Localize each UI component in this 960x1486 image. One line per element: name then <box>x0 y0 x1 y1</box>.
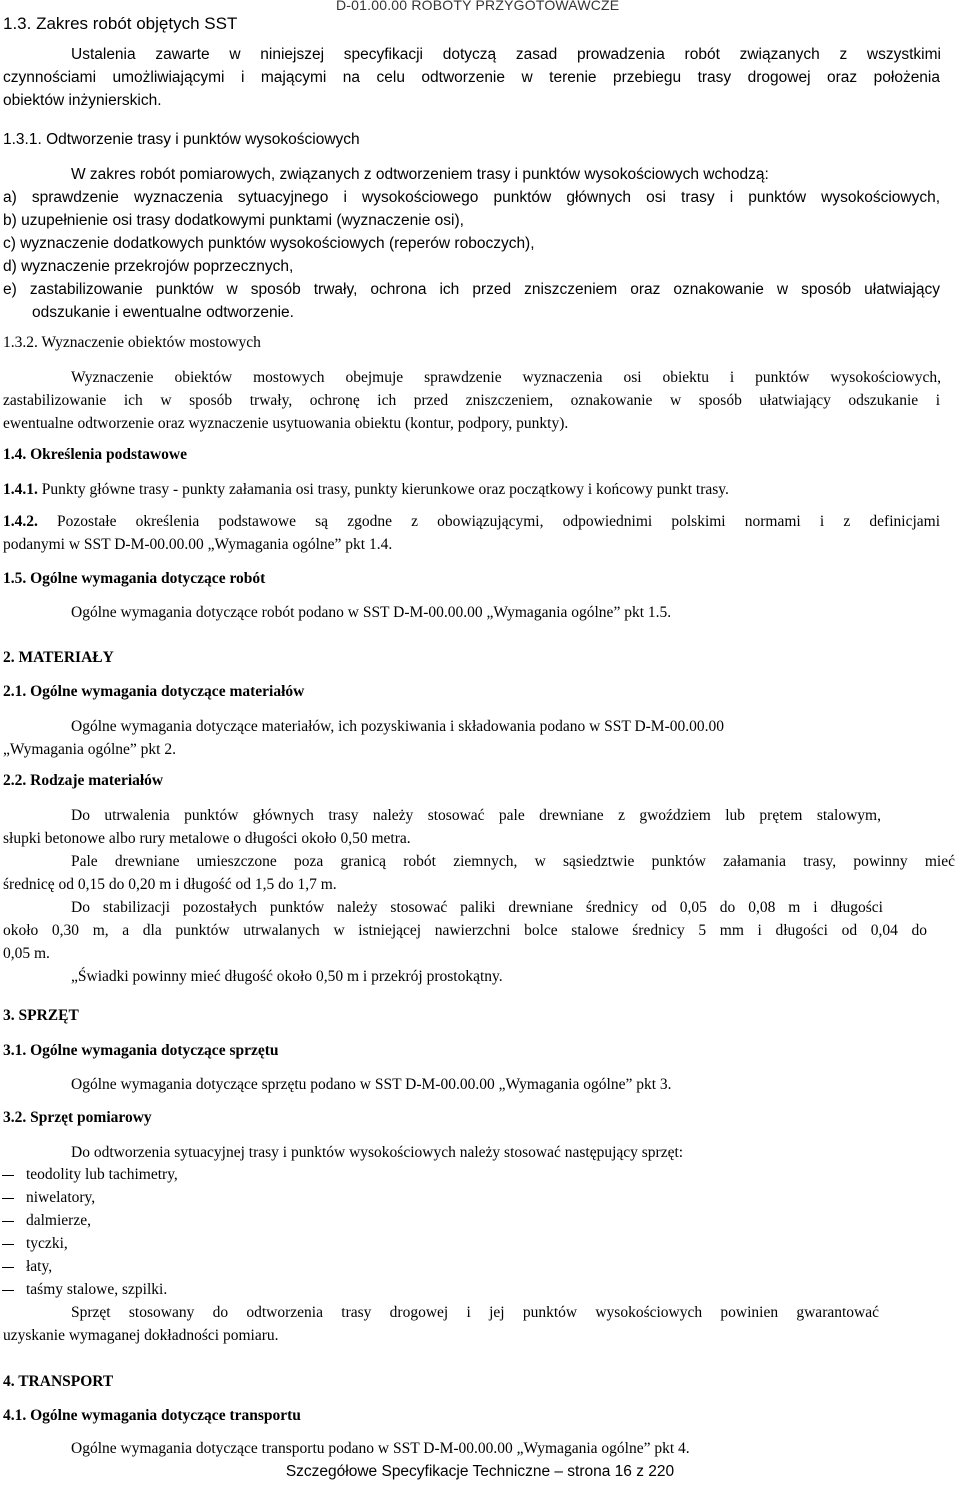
heading-2-1: 2.1. Ogólne wymagania dotyczące materiałów <box>3 683 305 700</box>
s22-line-3: Pale drewniane umieszczone poza granicą robót ziemnych, w sąsiedztwie punktów załamania trasy, powinny mieć <box>71 853 955 870</box>
heading-3: 3. SPRZĘT <box>3 1007 79 1024</box>
s22-line-7: 0,05 m. <box>3 945 50 962</box>
s131-item-e-line-2: odszukanie i ewentualne odtworzenie. <box>32 304 294 321</box>
equipment-list-item <box>2 1255 52 1278</box>
heading-3-1: 3.1. Ogólne wymagania dotyczące sprzętu <box>3 1042 279 1059</box>
s14-p1-text: Punkty główne trasy - punkty załamania osi trasy, punkty kierunkowe oraz początkowy i końcowy punkt trasy. <box>37 481 729 498</box>
equipment-item-text: teodolity lub tachimetry, <box>26 1166 178 1183</box>
intro-line-3: obiektów inżynierskich. <box>3 92 162 109</box>
dash-bullet-icon <box>2 1267 14 1268</box>
s21-line-2: „Wymagania ogólne” pkt 2. <box>3 741 176 758</box>
s132-line-2: zastabilizowanie ich w sposób trwały, ochronę ich przed zniszczeniem, oznakowanie w sposób ułatwiający odszukanie i <box>3 392 940 409</box>
s131-line-1: W zakres robót pomiarowych, związanych z odtworzeniem trasy i punktów wysokościowych wchodzą: <box>71 166 769 183</box>
s22-line-8: „Świadki powinny mieć długość około 0,50 m i przekrój prostokątny. <box>71 968 503 985</box>
equipment-item-text: tyczki, <box>26 1235 68 1252</box>
s14-p1-number: 1.4.1. <box>3 481 38 498</box>
s22-line-1: Do utrwalenia punktów głównych trasy należy stosować pale drewniane z gwoździem lub prętem stalowym, <box>71 807 881 824</box>
s22-line-5: Do stabilizacji pozostałych punktów należy stosować paliki drewniane średnicy od 0,05 do 0,08 m i długości <box>71 899 883 916</box>
s41-line-1: Ogólne wymagania dotyczące transportu podano w SST D-M-00.00.00 „Wymagania ogólne” pkt 4. <box>71 1440 690 1457</box>
s22-line-4: średnicę od 0,15 do 0,20 m i długość od 1,5 do 1,7 m. <box>3 876 337 893</box>
heading-1-3-2: 1.3.2. Wyznaczenie obiektów mostowych <box>3 334 261 351</box>
equipment-item-text: dalmierze, <box>26 1212 91 1229</box>
equipment-list-item <box>2 1186 95 1209</box>
equipment-item-text: taśmy stalowe, szpilki. <box>26 1281 168 1298</box>
s22-line-6: około 0,30 m, a dla punktów utrwalanych w istniejącej nawierzchni bolce stalowe średnicy 5 mm i długości od 0,04 do <box>3 922 927 939</box>
s31-line-1: Ogólne wymagania dotyczące sprzętu podano w SST D-M-00.00.00 „Wymagania ogólne” pkt 3. <box>71 1076 672 1093</box>
dash-bullet-icon <box>2 1244 14 1245</box>
heading-1-3-1: 1.3.1. Odtworzenie trasy i punktów wysokościowych <box>3 131 360 148</box>
equipment-item-text: łaty, <box>26 1258 53 1275</box>
heading-2: 2. MATERIAŁY <box>3 649 114 666</box>
s131-item-e-line-1: e) zastabilizowanie punktów w sposób trwały, ochrona ich przed zniszczeniem oraz oznakowanie w sposób ułatwiający <box>3 281 940 298</box>
s14-p2-number: 1.4.2. <box>3 513 38 530</box>
s14-p2-text: Pozostałe określenia podstawowe są zgodne z obowiązującymi, odpowiednimi polskimi normami i z definicjami <box>37 513 940 530</box>
s131-item-b: b) uzupełnienie osi trasy dodatkowymi punktami (wyznaczenie osi), <box>3 212 464 229</box>
equipment-item-text: niwelatory, <box>26 1189 96 1206</box>
page-footer: Szczegółowe Specyfikacje Techniczne – strona 16 z 220 <box>285 1463 675 1480</box>
dash-bullet-icon <box>2 1221 14 1222</box>
s14-paragraph-1 <box>3 478 729 501</box>
s14-paragraph-2-line-2: podanymi w SST D-M-00.00.00 „Wymagania ogólne” pkt 1.4. <box>3 536 393 553</box>
equipment-list-item <box>2 1163 178 1186</box>
document-code-header: D-01.00.00 ROBOTY PRZYGOTOWAWCZE <box>336 0 620 13</box>
s21-line-1: Ogólne wymagania dotyczące materiałów, ich pozyskiwania i składowania podano w SST D-M-00.00.00 <box>71 718 724 735</box>
s132-line-1: Wyznaczenie obiektów mostowych obejmuje sprawdzenie wyznaczenia osi obiektu i punktów wysokościowych, <box>71 369 941 386</box>
s32-line-1: Do odtworzenia sytuacyjnej trasy i punktów wysokościowych należy stosować następujący sprzęt: <box>71 1144 684 1161</box>
heading-4-1: 4.1. Ogólne wymagania dotyczące transportu <box>3 1407 301 1424</box>
s14-paragraph-2-line-1 <box>3 510 940 533</box>
dash-bullet-icon <box>2 1198 14 1199</box>
s131-item-d: d) wyznaczenie przekrojów poprzecznych, <box>3 258 294 275</box>
section-title-1-3: 1.3. Zakres robót objętych SST <box>3 14 238 33</box>
s22-line-2: słupki betonowe albo rury metalowe o długości około 0,50 metra. <box>3 830 411 847</box>
heading-3-2: 3.2. Sprzęt pomiarowy <box>3 1109 152 1126</box>
s32-line-3: uzyskanie wymaganej dokładności pomiaru. <box>3 1327 279 1344</box>
intro-line-1: Ustalenia zawarte w niniejszej specyfikacji dotyczą zasad prowadzenia robót związanych z wszystkimi <box>71 46 941 63</box>
heading-2-2: 2.2. Rodzaje materiałów <box>3 772 164 789</box>
s132-line-3: ewentualne odtworzenie oraz wyznaczenie usytuowania obiektu (kontur, podpory, punkty). <box>3 415 569 432</box>
equipment-list-item <box>2 1209 91 1232</box>
dash-bullet-icon <box>2 1175 14 1176</box>
equipment-list-item <box>2 1278 167 1301</box>
dash-bullet-icon <box>2 1290 14 1291</box>
heading-1-5: 1.5. Ogólne wymagania dotyczące robót <box>3 570 266 587</box>
s131-item-c: c) wyznaczenie dodatkowych punktów wysokościowych (reperów roboczych), <box>3 235 535 252</box>
equipment-list-item <box>2 1232 68 1255</box>
intro-line-2: czynnościami umożliwiającymi i mającymi na celu odtworzenie w terenie przebiegu trasy drogowej oraz położenia <box>3 69 940 86</box>
s15-line-1: Ogólne wymagania dotyczące robót podano w SST D-M-00.00.00 „Wymagania ogólne” pkt 1.5. <box>71 604 672 621</box>
heading-1-4: 1.4. Określenia podstawowe <box>3 446 188 463</box>
s32-line-2: Sprzęt stosowany do odtworzenia trasy drogowej i jej punktów wysokościowych powinien gwarantować <box>71 1304 879 1321</box>
heading-4: 4. TRANSPORT <box>3 1373 114 1390</box>
s131-item-a: a) sprawdzenie wyznaczenia sytuacyjnego i wysokościowego punktów głównych osi trasy i punktów wysokościowych, <box>3 189 940 206</box>
